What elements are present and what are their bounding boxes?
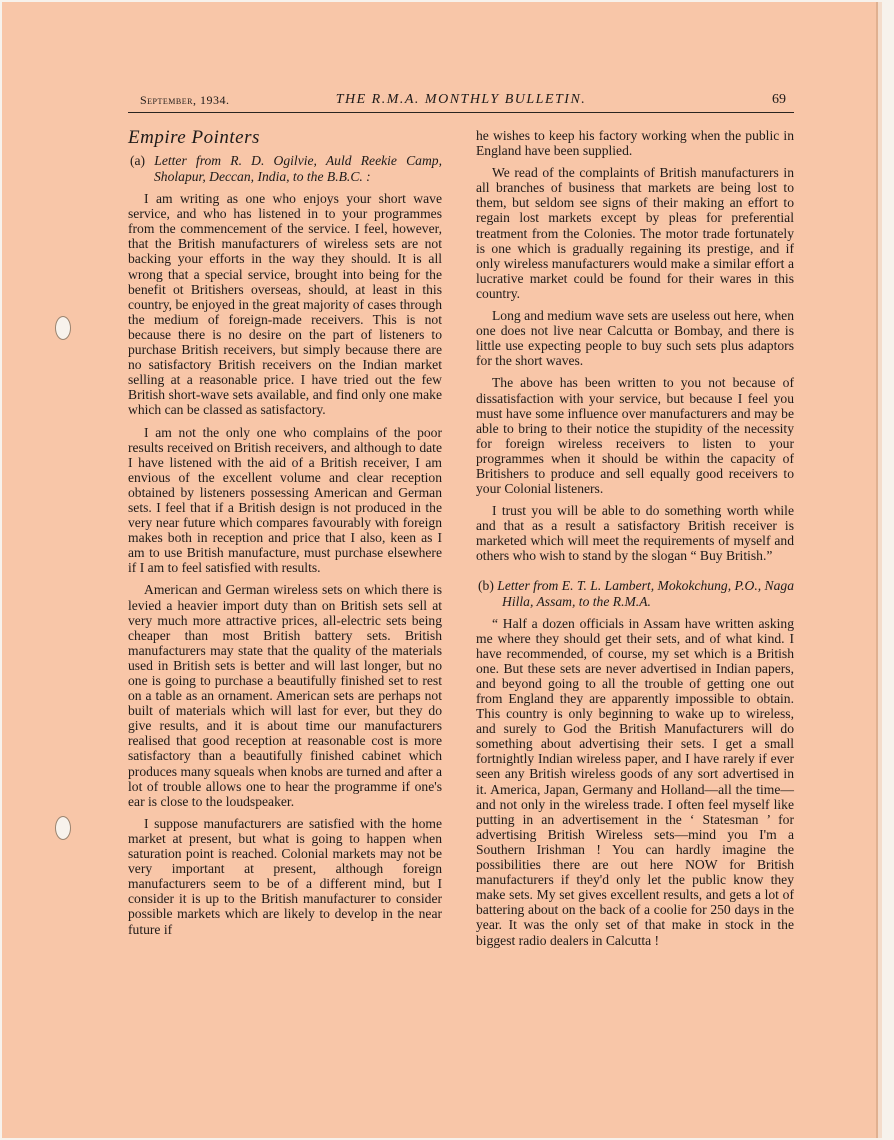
letter-b-label: (b) xyxy=(478,577,494,593)
header-date: September, 1934. xyxy=(140,93,230,107)
paragraph: I am writing as one who enjoys your short wave service, and who has listened in to your programmes from the commencement of the service. I feel, however, that the British manufacturers of wireless sets are not backing your efforts in the way they should. It is all wrong that a special service, brought into being for the benefit ot Britishers overseas, should, at least in this country, be enjoyed in the great majority of cases through the medium of foreign-made receivers. This is not because there is no desire on the part of listeners to purchase British receivers, but simply because there are no satisfactory British receivers on the Indian market selling at a reasonable price. I have tried out the few British short-wave sets available, and find only one make which can be classed as satisfactory. xyxy=(128,191,442,418)
punch-hole-top xyxy=(55,316,71,340)
letter-a-heading xyxy=(128,153,442,185)
bulletin-page xyxy=(2,2,876,1138)
punch-hole-bottom xyxy=(55,816,71,840)
section-title: Empire Pointers xyxy=(128,127,260,148)
paragraph: I am not the only one who complains of the poor results received on British receivers, and although to date I have listened with the aid of a British receiver, I am envious of the excellent volume and clear reception obtained by listeners possessing American and German sets. I feel that if a British design is not produced in the very near future which compares favourably with foreign makes both in reception and price that I also, keen as I am to use British manufacture, must purchase elsewhere if I am to feel satisfied with results. xyxy=(128,424,442,576)
left-column xyxy=(128,128,442,944)
paragraph: “ Half a dozen officials in Assam have written asking me where they should get their sets, and of what kind. I have recommended, of course, my set which is a British one. But these sets are never advertised in Indian papers, and beyond going to all the trouble of getting one out from England they are apparently impossible to obtain. This country is only beginning to wake up to wireless, and surely to God the British Manufacturers will do something about advertising their sets. I get a small fortnightly Indian wireless paper, and I have rarely if ever seen any British wireless goods of any sort advertised in it. America, Japan, Germany and Holland—all the time—and not only in the wireless trade. I often feel myself like putting in an advertisement in the ‘ Statesman ’ for advertising British Wireless sets—mind you I'm a Southern Irishman ! You can hardly imagine the possibilities there are out here NOW for British manufacturers if they'd only let the public know they make sets. My set gives excellent results, and gets a lot of battering about on the back of a coolie for 250 days in the year. It was the only set of that make in stock in the biggest radio dealers in Calcutta ! xyxy=(476,615,794,948)
letter-b-heading xyxy=(476,578,794,610)
paragraph: American and German wireless sets on which there is levied a heavier import duty than on British sets sell at very much more attractive prices, all-electric sets being cheaper than most British battery sets. British manufacturers may state that the quality of the materials used in British sets is better and will last longer, but no one is going to purchase a beautifully finished set to rest on a table as an ornament. American sets are perhaps not built of materials which will last for ever, but they do give results, and it is about time our manufacturers realised that good reception at reasonable cost is more satisfactory than a beautifully finished cabinet which produces many squeals when knobs are turned and after a lot of trouble allows one to hear the programme if one's ear is close to the loudspeaker. xyxy=(128,582,442,809)
paragraph: I suppose manufacturers are satisfied with the home market at present, but what is going to happen when saturation point is reached. Colonial markets may not be very important at present, although foreign manufacturers seem to be of a different mind, but I consider it is up to the British manufacturer to consider possible markets which are likely to develop in the near future if xyxy=(128,815,442,937)
letter-a-label: (a) xyxy=(130,153,146,169)
running-header xyxy=(128,92,794,113)
paragraph: I trust you will be able to do something worth while and that as a result a satisfactory British receiver is marketed which will meet the requirements of myself and others who wish to stand by the slogan “ Buy British.” xyxy=(476,503,794,564)
page-number: 69 xyxy=(772,92,786,107)
right-column xyxy=(476,128,794,955)
header-title: THE R.M.A. MONTHLY BULLETIN. xyxy=(335,92,587,107)
paragraph-continued: he wishes to keep his factory working when the public in England have been supplied. xyxy=(476,128,794,159)
paragraph: The above has been written to you not because of dissatisfaction with your service, but because I feel you must have some influence over manufacturers and may be able to bring to their notice the stupidity of the necessity for foreign wireless receivers to listen to your programmes when it should be within the capacity of Britishers to produce and sell equally good receivers to your Colonial listeners. xyxy=(476,375,794,497)
letter-a-heading-text: Letter from R. D. Ogilvie, Auld Reekie Camp, Sholapur, Deccan, India, to the B.B.C. : xyxy=(154,153,442,185)
paragraph: We read of the complaints of British manufacturers in all branches of business that markets are being lost to them, but seldom see signs of their making an effort to regain lost markets except by pleas for preferential treatment from the Colonies. The motor trade fortunately is one which is gradually regaining its prestige, and if only wireless manufacturers would make a similar effort a lucrative market could be found for their wares in this country. xyxy=(476,165,794,301)
paragraph: Long and medium wave sets are useless out here, when one does not live near Calcutta or Bombay, and there is little use expecting people to buy such sets plus adaptors for the short waves. xyxy=(476,308,794,369)
letter-b-heading-text: Letter from E. T. L. Lambert, Mokokchung, P.O., Naga Hilla, Assam, to the R.M.A. xyxy=(497,577,794,609)
